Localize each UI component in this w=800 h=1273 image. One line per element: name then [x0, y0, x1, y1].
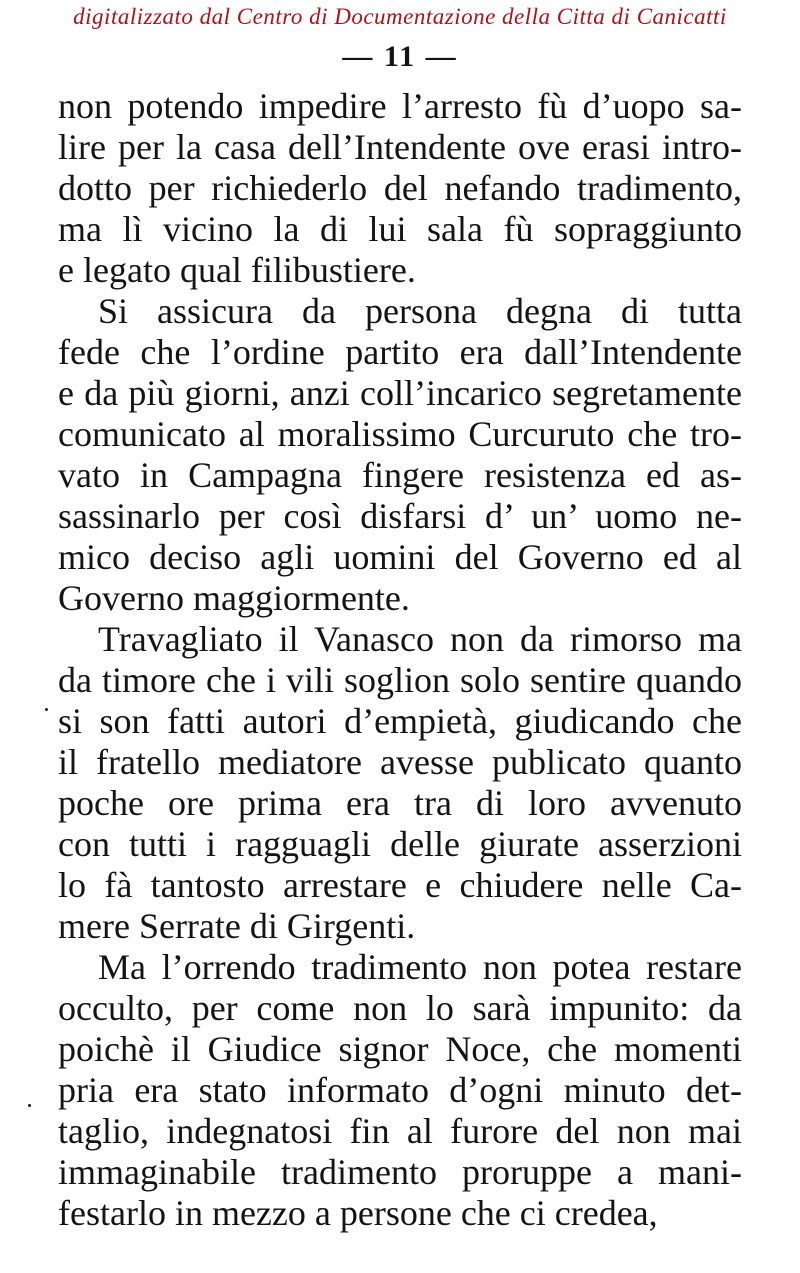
- scan-speck: [28, 1104, 31, 1107]
- text-line: da timore che i vili soglion solo sentire quando: [58, 660, 742, 700]
- text-line: il fratello mediatore avesse publicato quanto: [58, 742, 742, 782]
- text-line: poche ore prima era tra di loro avvenuto: [58, 783, 742, 823]
- digitization-watermark: digitalizzato dal Centro di Documentazione della Citta di Canicatti: [73, 4, 727, 29]
- text-line: e da più giorni, anzi coll’incarico segretamente: [58, 373, 742, 413]
- scan-speck: [45, 708, 48, 711]
- text-line: vato in Campagna fingere resistenza ed as-: [58, 455, 742, 495]
- text-line: mico deciso agli uomini del Governo ed al: [58, 537, 742, 577]
- text-line: immaginabile tradimento proruppe a mani-: [58, 1152, 742, 1192]
- text-line: si son fatti autori d’empietà, giudicando che: [58, 701, 742, 741]
- paragraph-start-line: Si assicura da persona degna di tutta: [98, 291, 742, 331]
- text-line: pria era stato informato d’ogni minuto det-: [58, 1070, 742, 1110]
- text-line: sassinarlo per così disfarsi d’ un’ uomo ne-: [58, 496, 742, 536]
- text-line: non potendo impedire l’arresto fù d’uopo sa-: [58, 86, 742, 126]
- text-line: comunicato al moralissimo Curcuruto che tro-: [58, 414, 742, 454]
- paragraph-end-line: e legato qual filibustiere.: [58, 250, 416, 290]
- text-line: taglio, indegnatosi fin al furore del non mai: [58, 1111, 742, 1151]
- text-line: ma lì vicino la di lui sala fù sopraggiunto: [58, 209, 742, 249]
- text-line: con tutti i ragguagli delle giurate asserzioni: [58, 824, 742, 864]
- page-body: [58, 86, 742, 1234]
- text-line: poichè il Giudice signor Noce, che momenti: [58, 1029, 742, 1069]
- paragraph-end-line: mere Serrate di Girgenti.: [58, 906, 416, 946]
- text-line: lo fà tantosto arrestare e chiudere nelle Ca-: [58, 865, 742, 905]
- paragraph-start-line: Travagliato il Vanasco non da rimorso ma: [98, 619, 742, 659]
- text-line: fede che l’ordine partito era dall’Intendente: [58, 332, 742, 372]
- text-line: dotto per richiederlo del nefando tradimento,: [58, 168, 742, 208]
- text-line: lire per la casa dell’Intendente ove erasi intro-: [58, 127, 742, 167]
- page-number: — 11 —: [342, 40, 458, 73]
- paragraph-end-line: Governo maggiormente.: [58, 578, 410, 618]
- text-line: festarlo in mezzo a persone che ci credea,: [58, 1193, 658, 1233]
- paragraph-start-line: Ma l’orrendo tradimento non potea restare: [98, 947, 742, 987]
- text-line: occulto, per come non lo sarà impunito: da: [58, 988, 742, 1028]
